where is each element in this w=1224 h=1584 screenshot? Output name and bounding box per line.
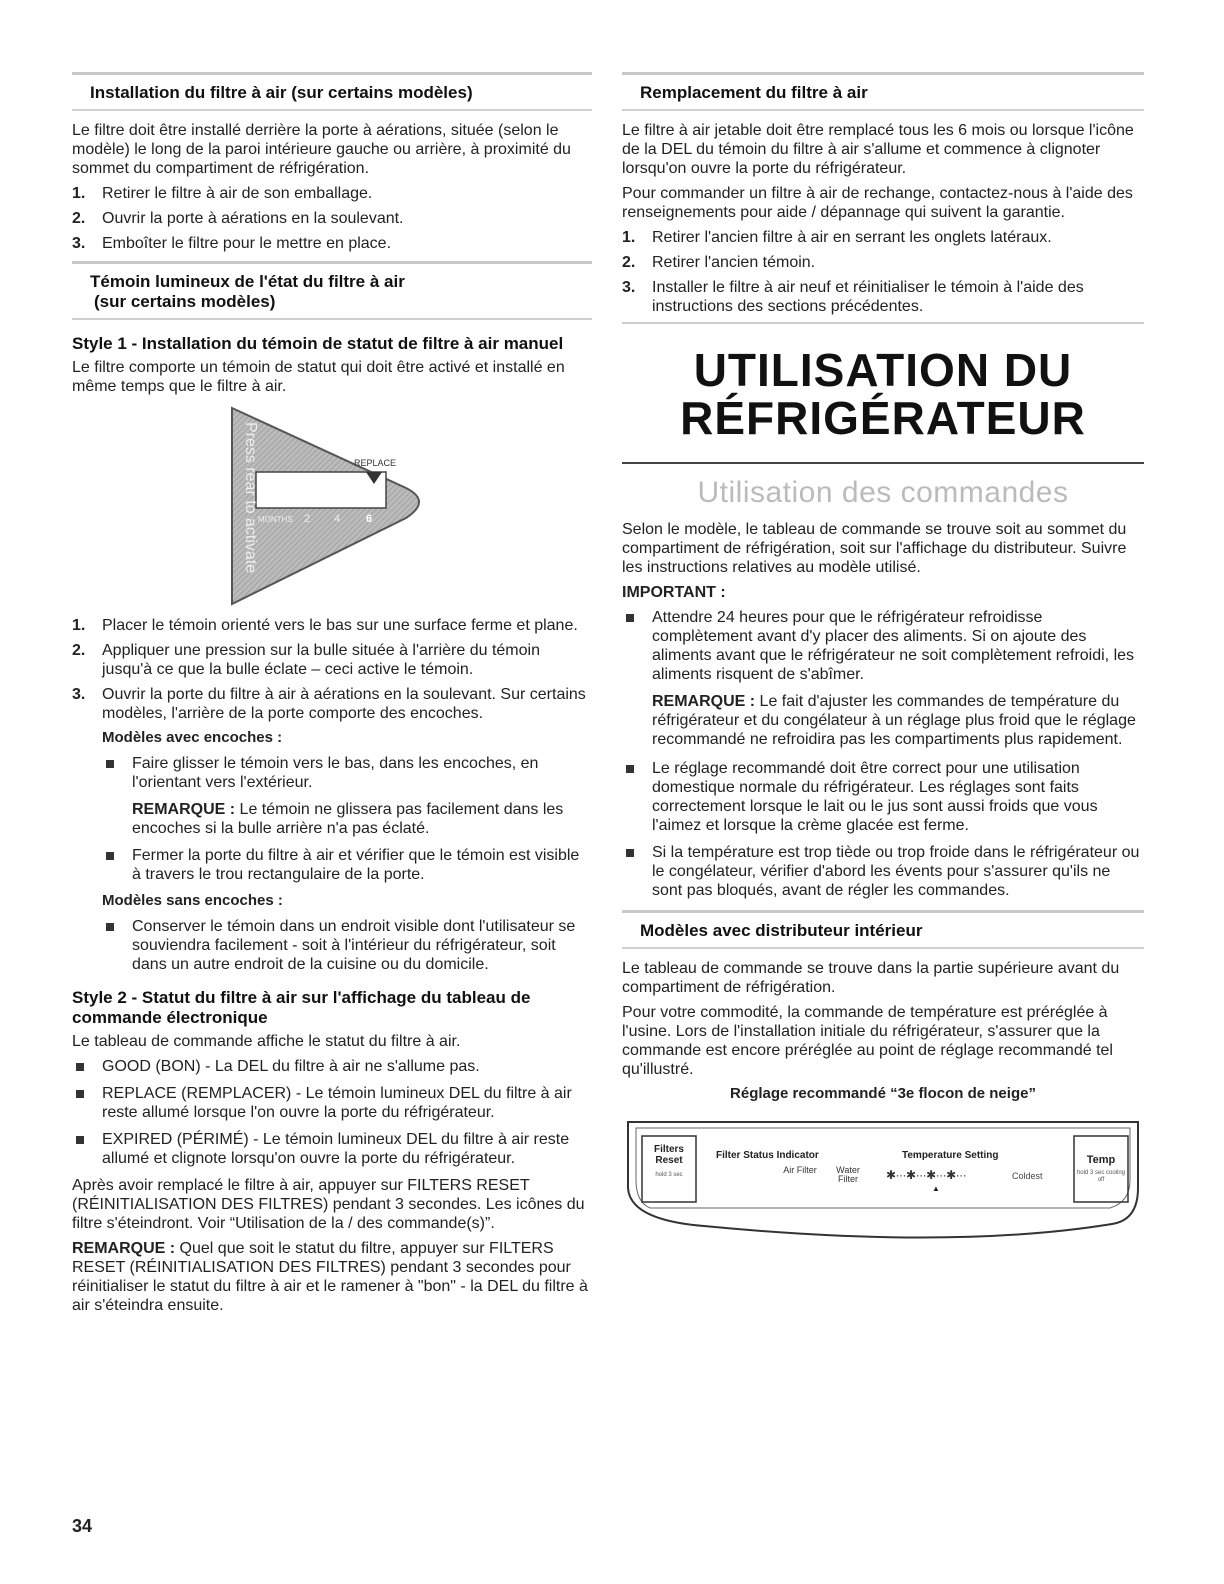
paragraph: Après avoir remplacé le filtre à air, appuyer sur FILTERS RESET (RÉINITIALISATION DES FILTRES) pendant 3 secondes. Les icônes du filtre s'éteindront. Voir “Utilisation de la / des commande(s)”. <box>72 1177 585 1232</box>
step-item <box>72 184 592 203</box>
chapter-title-line: UTILISATION DU <box>693 344 1073 396</box>
replace-label: REPLACE <box>354 458 397 468</box>
with-notches-heading: Modèles avec encoches : <box>102 729 283 746</box>
important-label: IMPORTANT : <box>622 584 726 601</box>
tick-label: 2 <box>304 513 311 525</box>
step-item <box>72 234 592 253</box>
step-item <box>72 209 592 228</box>
paragraph: Le filtre doit être installé derrière la porte à aérations, située (selon le modèle) le long de la paroi intérieure gauche ou arrière, à proximité du sommet du compartiment de réfrigération. <box>72 122 571 177</box>
side-label: Press rear to activate <box>242 422 259 574</box>
section-header-filter-replacement: Remplacement du filtre à air <box>622 72 1144 111</box>
list-item: Fermer la porte du filtre à air et vérifier que le témoin est visible à travers le trou rectangulaire de la porte. <box>102 846 592 884</box>
section-header-status-indicator <box>72 261 592 320</box>
step-number: 2. <box>72 642 86 659</box>
with-notches-list <box>102 754 592 792</box>
water-filter-icon: Water Filter <box>836 1165 860 1184</box>
temp-button[interactable]: Temp <box>1086 1154 1116 1166</box>
step-number: 2. <box>622 254 636 271</box>
panel-outline <box>622 1116 1144 1240</box>
chapter-title-line: RÉFRIGÉRATEUR <box>680 392 1086 444</box>
note <box>102 800 592 838</box>
note-label: REMARQUE : <box>652 693 756 710</box>
style1-title: Style 1 - Installation du témoin de statut de filtre à air manuel <box>72 334 564 353</box>
months-label: MONTHS <box>258 515 293 524</box>
step-text: Ouvrir la porte à aérations en la soulevant. <box>102 210 404 227</box>
indicator-drawing <box>230 406 430 606</box>
note-text: Quel que soit le statut du filtre, appuyer sur FILTERS RESET (RÉINITIALISATION DES FILTRES) pendant 3 secondes pour réinitialiser le statut du filtre à air et le ramener à "bon" - la DEL du filtre à air s'éteindra ensuite. <box>72 1240 588 1314</box>
note-text: Le témoin ne glissera pas facilement dans les encoches si la bulle arrière n'a pas éclaté. <box>132 801 564 837</box>
step-text: Installer le filtre à air neuf et réinitialiser le témoin à l'aide des instructions des sections précédentes. <box>652 279 1084 315</box>
step-text: Appliquer une pression sur la bulle située à l'arrière du témoin jusqu'à ce que la bulle éclate – ceci active le témoin. <box>102 642 540 678</box>
status-indicator-illustration <box>230 406 430 606</box>
step-number: 1. <box>72 185 86 202</box>
step-item <box>622 228 1144 247</box>
style2-title: Style 2 - Statut du filtre à air sur l'affichage du tableau de commande électronique <box>72 988 531 1027</box>
paragraph: Le tableau de commande affiche le statut du filtre à air. <box>72 1033 461 1050</box>
list-item: Le réglage recommandé doit être correct pour une utilisation domestique normale du réfrigérateur. Les réglages sont faits correctement lorsque le lait ou le jus sont aussi froids que vous l'aimez et lorsque la crème glacée est ferme. <box>622 759 1144 835</box>
status-list <box>72 1057 592 1168</box>
step-text: Retirer le filtre à air de son emballage. <box>102 185 373 202</box>
with-notches-list-2 <box>102 846 592 884</box>
coldest-label: Coldest <box>1012 1171 1043 1181</box>
chapter-title <box>622 346 1144 442</box>
filters-reset-button[interactable]: Filters Reset <box>653 1144 684 1166</box>
important-list <box>622 608 1144 684</box>
temp-hold: hold 3 sec cooling off <box>1076 1170 1126 1183</box>
step-item <box>72 641 592 679</box>
page-number: 34 <box>72 1516 93 1536</box>
right-column <box>622 72 1144 1240</box>
without-notches-heading: Modèles sans encoches : <box>102 892 283 909</box>
note <box>652 692 1144 749</box>
install-steps <box>72 184 592 253</box>
step-item <box>622 278 1144 316</box>
step-number: 2. <box>72 210 86 227</box>
control-panel-illustration <box>622 1116 1144 1240</box>
header-line: (sur certains modèles) <box>94 292 276 311</box>
paragraph: Selon le modèle, le tableau de commande se trouve soit au sommet du compartiment de réfrigération, soit sur l'affichage du distributeur. Suivre les instructions relatives au modèle utilisé. <box>622 521 1127 576</box>
paragraph: Le tableau de commande se trouve dans la partie supérieure avant du compartiment de réfrigération. <box>622 960 1120 996</box>
tick-label: 4 <box>334 513 341 525</box>
filter-status-label: Filter Status Indicator <box>716 1150 819 1161</box>
header-line: Témoin lumineux de l'état du filtre à air <box>90 272 405 291</box>
section-title: Utilisation des commandes <box>697 476 1069 509</box>
paragraph: Pour votre commodité, la commande de température est préréglée à l'usine. Lors de l'installation initiale du réfrigérateur, s'assurer que la commande est encore préréglée au point de réglage recommandé tel qu'illustré. <box>622 1004 1113 1078</box>
divider <box>622 322 1144 324</box>
list-item: GOOD (BON) - La DEL du filtre à air ne s'allume pas. <box>72 1057 592 1076</box>
important-list-2 <box>622 759 1144 900</box>
step-text: Retirer l'ancien filtre à air en serrant les onglets latéraux. <box>652 229 1052 246</box>
note-label: REMARQUE : <box>132 801 236 818</box>
snowflake-scale-icon: ✱···✱···✱···✱··· <box>886 1168 967 1182</box>
step-number: 1. <box>72 617 86 634</box>
indicator-window <box>256 472 386 508</box>
list-item: Faire glisser le témoin vers le bas, dans les encoches, en l'orientant vers l'extérieur. <box>102 754 592 792</box>
air-filter-icon: Air Filter <box>783 1165 817 1175</box>
tick-label: 6 <box>366 513 373 525</box>
without-notches-list <box>102 917 592 974</box>
step-number: 1. <box>622 229 636 246</box>
note-label: REMARQUE : <box>72 1240 176 1257</box>
step-text: Placer le témoin orienté vers le bas sur une surface ferme et plane. <box>102 617 578 634</box>
paragraph: Le filtre à air jetable doit être remplacé tous les 6 mois ou lorsque l'icône de la DEL du témoin du filtre à air s'allume et commence à clignoter lorsqu'on ouvre la porte du réfrigérateur. <box>622 122 1134 177</box>
list-item: REPLACE (REMPLACER) - Le témoin lumineux DEL du filtre à air reste allumé lorsque l'on ouvre la porte du réfrigérateur. <box>72 1084 592 1122</box>
step-number: 3. <box>72 686 86 703</box>
step-text: Emboîter le filtre pour le mettre en place. <box>102 235 392 252</box>
temperature-setting-label: Temperature Setting <box>902 1150 999 1161</box>
final-note <box>72 1239 592 1315</box>
figure-caption: Réglage recommandé “3e flocon de neige” <box>730 1085 1036 1102</box>
list-item: Attendre 24 heures pour que le réfrigérateur refroidisse complètement avant d'y placer des aliments. Si on ajoute des aliments avant que le réfrigérateur ne soit complètement refroidi, les aliments risquent de s'abîmer. <box>622 608 1144 684</box>
list-item: Conserver le témoin dans un endroit visible dont l'utilisateur se souviendra facilement - soit à l'intérieur du réfrigérateur, soit dans un autre endroit de la cuisine ou du domicile. <box>102 917 592 974</box>
paragraph: Le filtre comporte un témoin de statut qui doit être activé et installé en même temps que le filtre à air. <box>72 359 565 395</box>
step-text: Retirer l'ancien témoin. <box>652 254 816 271</box>
step-number: 3. <box>72 235 86 252</box>
section-header-air-filter-install: Installation du filtre à air (sur certains modèles) <box>72 72 592 111</box>
section-header-interior-dispenser: Modèles avec distributeur intérieur <box>622 910 1144 949</box>
step-number: 3. <box>622 279 636 296</box>
list-item: EXPIRED (PÉRIMÉ) - Le témoin lumineux DEL du filtre à air reste allumé et clignote lorsqu'on ouvre la porte du réfrigérateur. <box>72 1130 592 1168</box>
divider <box>622 462 1144 464</box>
setting-pointer-icon: ▲ <box>932 1184 940 1193</box>
replacement-steps <box>622 228 1144 316</box>
step-text: Ouvrir la porte du filtre à air à aérations en la soulevant. Sur certains modèles, l'arrière de la porte comporte des encoches. <box>102 686 586 722</box>
list-item: Si la température est trop tiède ou trop froide dans le réfrigérateur ou le congélateur, vérifier d'abord les évents pour s'assurer qu'ils ne sont pas bloqués, avant de régler les commandes. <box>622 843 1144 900</box>
note-text: Le fait d'ajuster les commandes de température du réfrigérateur et du congélateur à un réglage plus froid que le réglage recommandé ne refroidira pas les compartiments plus rapidement. <box>652 693 1136 748</box>
step-item <box>72 685 592 723</box>
filters-reset-hold: hold 3 sec <box>655 1172 683 1178</box>
left-column <box>72 72 592 1321</box>
step-item <box>622 253 1144 272</box>
indicator-steps <box>72 616 592 723</box>
paragraph: Pour commander un filtre à air de rechange, contactez-nous à l'aide des renseignements pour aide / dépannage qui suivent la garantie. <box>622 185 1133 221</box>
step-item <box>72 616 592 635</box>
